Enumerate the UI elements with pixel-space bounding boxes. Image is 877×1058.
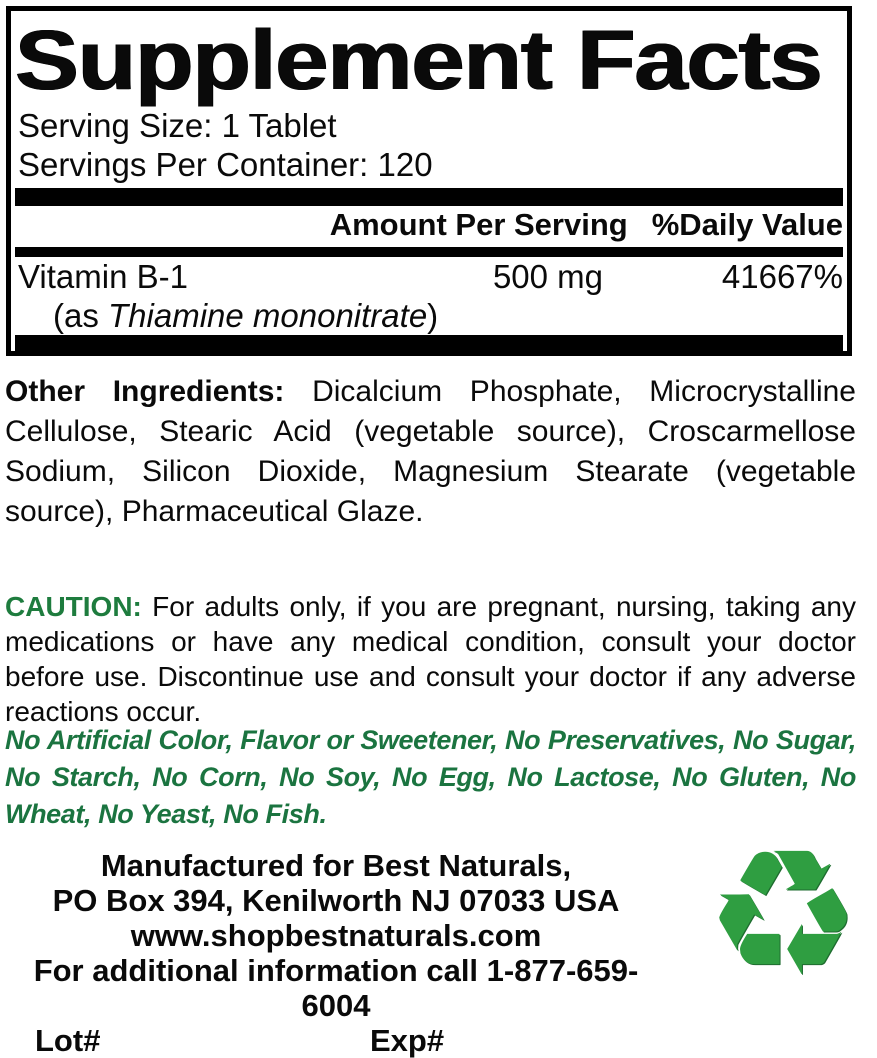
nutrient-source-italic: Thiamine mononitrate [108, 297, 428, 334]
nutrient-source [53, 298, 438, 334]
recycle-icon: ♻ [704, 813, 862, 1016]
exp-label: Exp# [370, 1023, 445, 1058]
column-header-daily-value: %Daily Value [651, 207, 843, 242]
table-header-row [17, 209, 843, 241]
caution-label: CAUTION: [5, 591, 142, 622]
divider-bar-thick-bottom [15, 335, 843, 355]
footer [0, 848, 672, 1058]
claims-text: No Artificial Color, Flavor or Sweetener, No Preservatives, No Sugar, No Starch, No Corn, No Soy, No Egg, No Lactose, No Gluten, No Wheat, No Yeast, No Fish. [5, 725, 856, 829]
supplement-facts-panel [6, 6, 852, 356]
serving-size: Serving Size: 1 Tablet [18, 107, 337, 144]
other-ingredients-text: Dicalcium Phosphate, Microcrystalline Cellulose, Stearic Acid (vegetable source), Croscarmellose Sodium, Silicon Dioxide, Magnesium Stearate (vegetable source), Pharmaceutical Glaze. [5, 375, 856, 528]
manufacturer-line: Manufactured for Best Naturals, [100, 848, 572, 883]
nutrient-source-suffix: ) [427, 297, 439, 334]
divider-bar-thick-top [15, 188, 843, 206]
lot-label: Lot# [35, 1023, 101, 1058]
caution-text: For adults only, if you are pregnant, nursing, taking any medications or have any medical condition, consult your doctor before use. Discontinue use and consult your doctor if any adverse reactions occur. [5, 591, 856, 727]
nutrient-source-prefix: (as [53, 297, 109, 334]
website-line: www.shopbestnaturals.com [130, 918, 542, 953]
address-line: PO Box 394, Kenilworth NJ 07033 USA [52, 883, 620, 918]
lot-exp-row [0, 1023, 672, 1058]
column-header-amount: Amount Per Serving [329, 207, 628, 242]
nutrient-daily-value: 41667% [721, 258, 843, 295]
nutrient-name: Vitamin B-1 [18, 258, 188, 295]
nutrient-row [18, 259, 843, 295]
nutrient-amount: 500 mg [492, 258, 604, 295]
caution [5, 589, 856, 729]
supplement-facts-title: Supplement Facts [15, 13, 822, 107]
divider-bar-medium [15, 247, 843, 257]
phone-line: For additional information call 1-877-659-6004 [33, 953, 639, 1023]
other-ingredients-label: Other Ingredients: [5, 375, 285, 408]
servings-per-container: Servings Per Container: 120 [18, 146, 433, 183]
other-ingredients [5, 372, 856, 532]
